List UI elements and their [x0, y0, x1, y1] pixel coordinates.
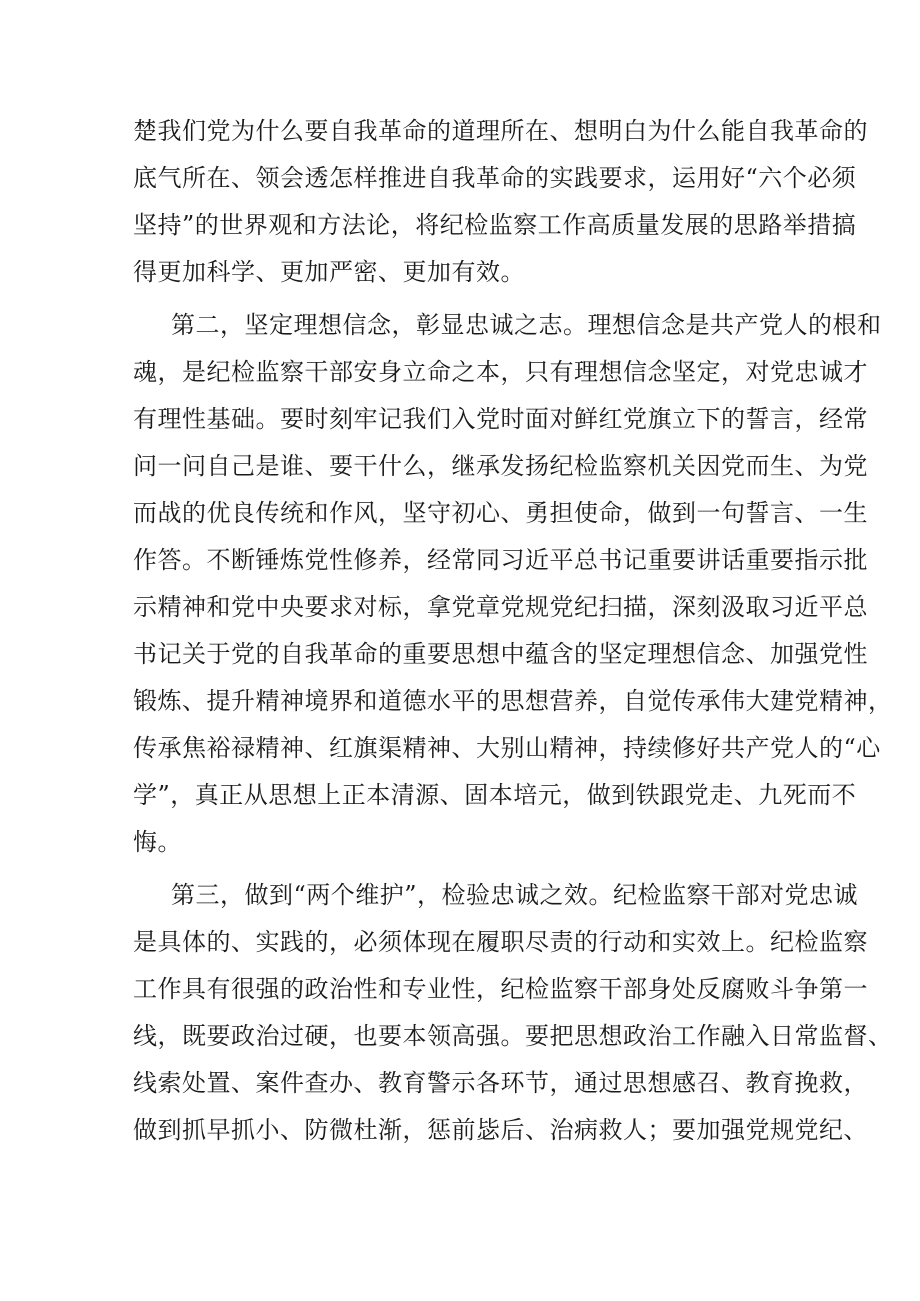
text-line: 楚我们党为什么要自我革命的道理所在、想明白为什么能自我革命的 [133, 117, 868, 145]
text-line: 线，既要政治过硬，也要本领高强。要把思想政治工作融入日常监督、 [133, 1022, 893, 1050]
text-line: 工作具有很强的政治性和专业性，纪检监察干部身处反腐败斗争第一 [133, 975, 868, 1003]
text-line: 第三，做到“两个维护”，检验忠诚之效。纪检监察干部对党忠诚 [171, 881, 859, 909]
text-line: 是具体的、实践的，必须体现在履职尽责的行动和实效上。纪检监察 [133, 928, 868, 956]
text-line: 有理性基础。要时刻牢记我们入党时面对鲜红党旗立下的誓言，经常 [133, 405, 868, 433]
text-line: 而战的优良传统和作风，坚守初心、勇担使命，做到一句誓言、一生 [133, 499, 868, 527]
text-line: 第二，坚定理想信念，彰显忠诚之志。理想信念是共产党人的根和 [171, 311, 882, 339]
text-line: 底气所在、领会透怎样推进自我革命的实践要求，运用好“六个必须 [133, 164, 857, 192]
text-line: 魂，是纪检监察干部安身立命之本，只有理想信念坚定，对党忠诚才 [133, 358, 868, 386]
text-line: 作答。不断锤炼党性修养，经常同习近平总书记重要讲话重要指示批 [133, 546, 868, 574]
text-line: 得更加科学、更加严密、更加有效。 [133, 258, 525, 286]
text-line: 传承焦裕禄精神、红旗渠精神、大别山精神，持续修好共产党人的“心 [133, 734, 881, 762]
text-line: 书记关于党的自我革命的重要思想中蕴含的坚定理想信念、加强党性 [133, 640, 868, 668]
text-line: 问一问自己是谁、要干什么，继承发扬纪检监察机关因党而生、为党 [133, 452, 868, 480]
text-line: 坚持”的世界观和方法论，将纪检监察工作高质量发展的思路举措搞 [133, 211, 857, 239]
text-line: 悔。 [133, 828, 182, 856]
text-line: 学”，真正从思想上正本清源、固本培元，做到铁跟党走、九死而不 [133, 781, 857, 809]
text-line: 示精神和党中央要求对标，拿党章党规党纪扫描，深刻汲取习近平总 [133, 593, 868, 621]
text-line: 锻炼、提升精神境界和道德水平的思想营养，自觉传承伟大建党精神， [133, 687, 893, 715]
text-line: 做到抓早抓小、防微杜渐，惩前毖后、治病救人；要加强党规党纪、 [133, 1116, 868, 1144]
text-line: 线索处置、案件查办、教育警示各环节，通过思想感召、教育挽救， [133, 1069, 868, 1097]
